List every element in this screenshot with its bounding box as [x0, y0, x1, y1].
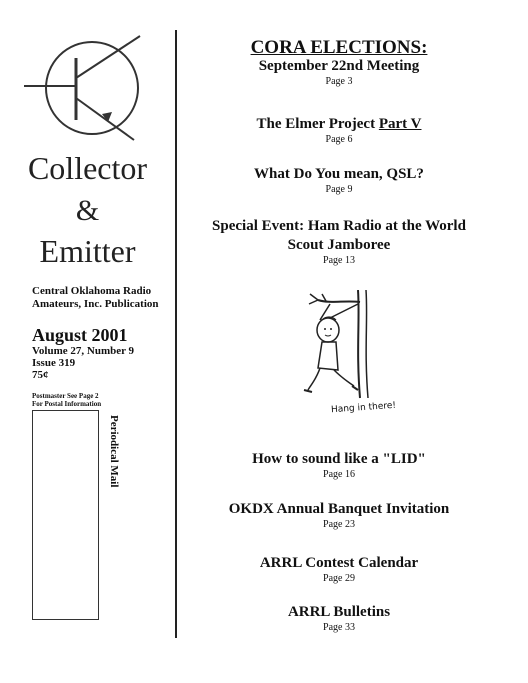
- issue-volume: Volume 27, Number 9: [32, 345, 135, 357]
- article-subtitle: September 22nd Meeting: [258, 58, 420, 74]
- article-special-event: [178, 217, 500, 267]
- publisher-line1: Central Oklahoma Radio: [32, 285, 152, 297]
- article-okdx-banquet: [178, 500, 500, 531]
- cartoon-caption: Hang in there!: [330, 400, 397, 416]
- article-page: Page 33: [323, 622, 355, 633]
- article-qsl: [178, 165, 500, 196]
- article-page: Page 29: [323, 573, 355, 584]
- masthead-title-line1: Collector: [27, 150, 148, 186]
- article-arrl-contest-calendar: [178, 554, 500, 585]
- masthead-title-line2: Emitter: [39, 233, 136, 269]
- postal-info-line2: For Postal Information: [32, 400, 102, 408]
- masthead-title-ampersand: &: [75, 194, 100, 227]
- cartoon-boy-hanging-icon: [300, 290, 390, 400]
- article-title-main: The Elmer Project: [256, 116, 379, 132]
- article-title: CORA ELECTIONS:: [250, 37, 428, 58]
- issue-price: 75¢: [32, 369, 49, 381]
- article-title: [178, 115, 500, 134]
- transistor-logo-icon: [22, 28, 152, 148]
- publisher-line2: Amateurs, Inc. Publication: [32, 298, 159, 310]
- issue-number: Issue 319: [32, 357, 76, 369]
- article-page: Page 16: [323, 469, 355, 480]
- periodical-mail-label: Periodical Mail: [108, 415, 120, 488]
- issue-date: August 2001: [32, 325, 128, 345]
- article-cora-elections: [178, 38, 500, 88]
- article-title: What Do You mean, QSL?: [254, 166, 424, 182]
- article-page: Page 6: [325, 134, 353, 145]
- article-arrl-bulletins: [178, 603, 500, 634]
- article-elmer-project: [178, 115, 500, 146]
- article-title: OKDX Annual Banquet Invitation: [228, 501, 450, 517]
- article-title-line2: Scout Jamboree: [287, 237, 391, 253]
- article-lid: [178, 450, 500, 481]
- column-divider: [175, 30, 177, 638]
- mailing-label-box: [32, 410, 99, 620]
- article-page: Page 9: [325, 184, 353, 195]
- article-title: ARRL Bulletins: [287, 604, 391, 620]
- article-page: Page 13: [323, 255, 355, 266]
- article-title: How to sound like a "LID": [252, 451, 426, 467]
- article-title-line1: Special Event: Ham Radio at the World: [212, 218, 466, 234]
- article-title: ARRL Contest Calendar: [259, 555, 419, 571]
- article-title-underlined: Part V: [378, 116, 422, 132]
- postal-info-line1: Postmaster See Page 2: [32, 392, 99, 400]
- article-page: Page 23: [323, 519, 355, 530]
- article-page: Page 3: [325, 76, 353, 87]
